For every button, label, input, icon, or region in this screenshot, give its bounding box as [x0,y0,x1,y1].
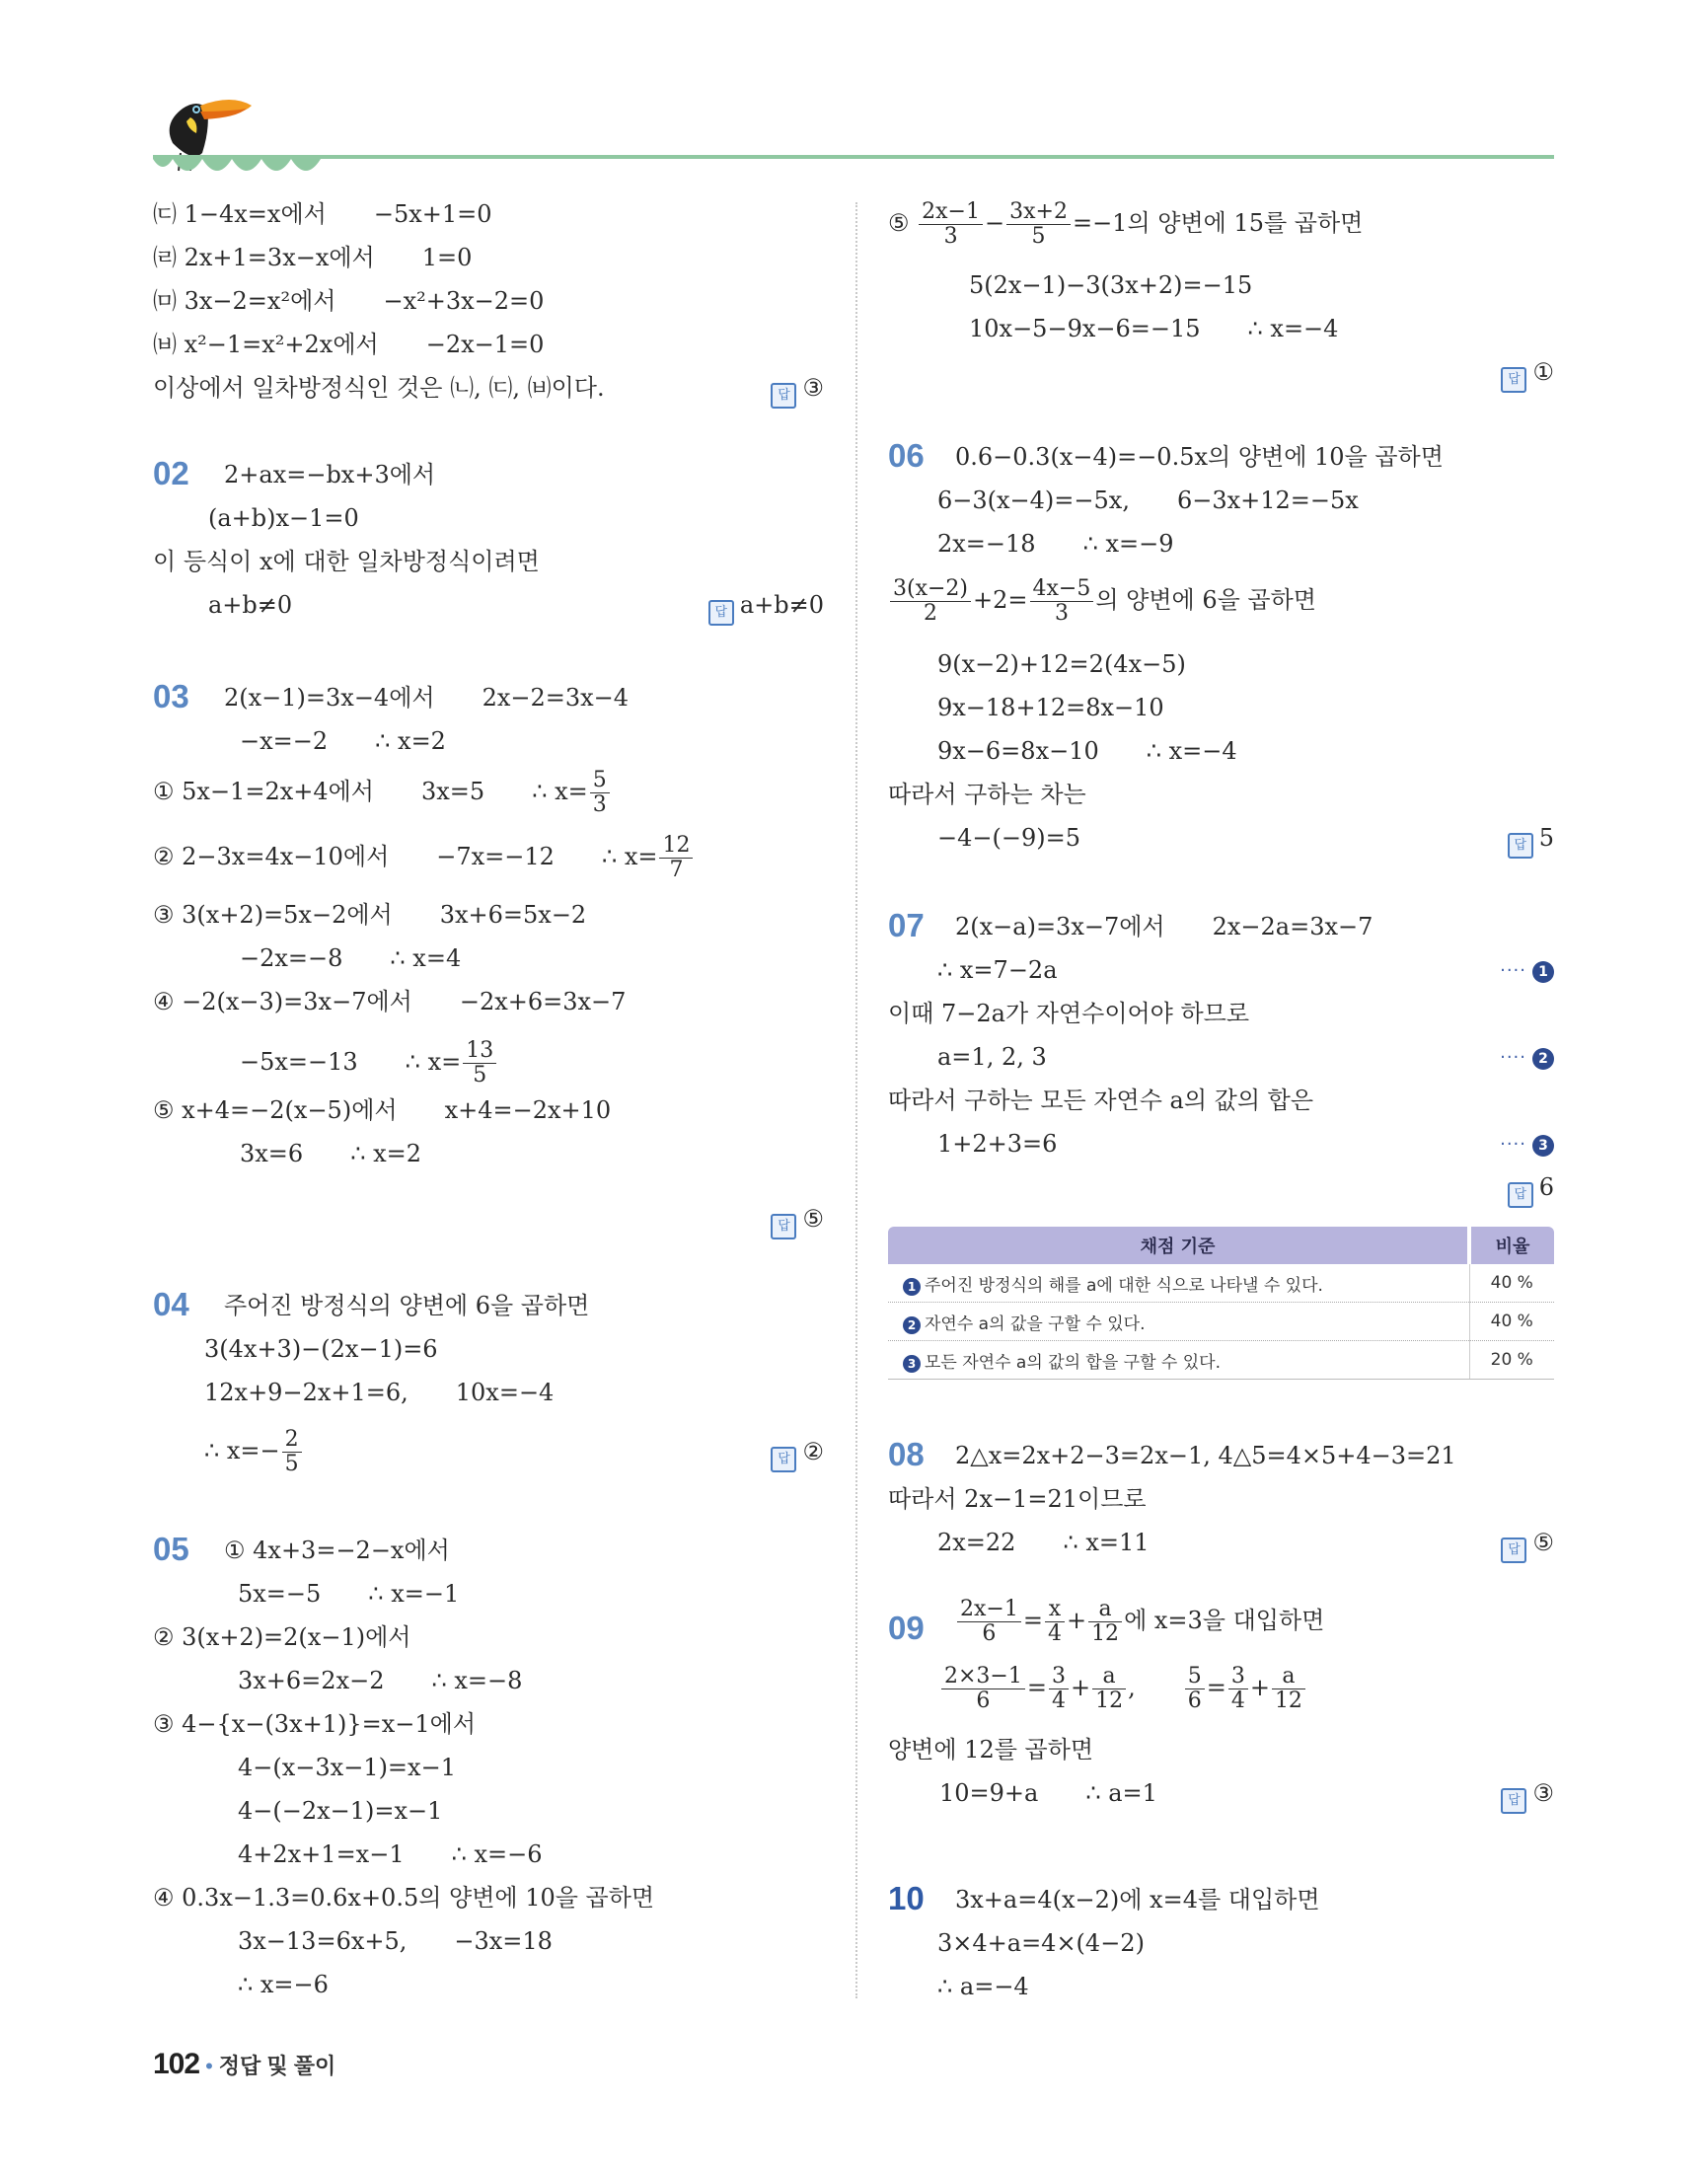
step: ㈅ x²−1=x²+2x에서 [153,331,379,358]
answer-mark-icon: 답 [1501,1538,1526,1563]
step: 9(x−2)+12=2(4x−5) [937,650,1186,678]
step: ㈃ 2x+1=3x−x에서 [153,244,375,271]
step: 4−(x−3x−1)=x−1 [238,1754,456,1781]
step: 2(x−1)=3x−4에서 [224,684,435,712]
step: 12x+9−2x+1=6, [204,1379,408,1406]
step: ④ −2(x−3)=3x−7에서 [153,988,412,1015]
step: ∴ x=−9 [1082,530,1174,558]
answer-mark-icon: 답 [771,1214,796,1239]
fraction: $\frac{a}{12}$ [1088,1598,1122,1646]
footer-title: 정답 및 풀이 [218,2054,336,2078]
step: 3x+6=5x−2 [439,901,587,929]
step: 따라서 구하는 차는 [888,781,1086,808]
answer-mark-icon: 답 [771,1447,796,1472]
step: ∴ x=−4 [1146,737,1237,765]
step: 10x=−4 [455,1379,555,1406]
answer: 답 ③ [771,372,824,409]
bullet-icon: • [205,2054,213,2078]
fraction: $\frac{5}{6}$ [1185,1665,1205,1713]
step: −7x=−12 [436,843,555,870]
step: ⑤ x+4=−2(x−5)에서 [153,1096,398,1124]
problem-number: 02 [153,455,189,491]
fraction: $\frac{x}{4}$ [1045,1598,1065,1646]
step: x+4=−2x+10 [444,1096,612,1124]
step: ∴ x=7−2a [937,956,1058,984]
step: 0.6−0.3(x−4)=−0.5x의 양변에 10을 곱하면 [955,443,1444,471]
step: ∴ x=2 [375,727,446,755]
problem-number: 06 [888,437,925,474]
problem-number: 09 [888,1610,925,1646]
step: a=1, 2, 3 [937,1043,1047,1071]
problem-number: 10 [888,1880,925,1916]
step: 9x−18+12=8x−10 [937,694,1164,721]
step-marker: ···· 1 [1500,960,1554,983]
step: 10x−5−9x−6=−15 [969,315,1201,342]
problem-number: 05 [153,1531,189,1567]
step: ∴ a=1 [1085,1779,1157,1807]
step: 이 등식이 x에 대한 일차방정식이려면 [153,548,540,575]
step: ∴ x=11 [1063,1529,1150,1556]
step: 3x+6=2x−2 [238,1667,385,1694]
answer: 답 ③ [1501,1777,1554,1814]
step: 양변에 12를 곱하면 [888,1736,1094,1763]
step-marker: ···· 2 [1500,1047,1554,1070]
step: 이때 7−2a가 자연수이어야 하므로 [888,1000,1250,1027]
scoring-header-ratio: 비율 [1469,1227,1554,1264]
step: 1=0 [421,244,473,271]
fraction: $\frac{3}{4}$ [1228,1665,1248,1713]
step: 따라서 구하는 모든 자연수 a의 값의 합은 [888,1087,1314,1114]
answer: 답 5 [1508,822,1554,859]
step: ① 5x−1=2x+4에서 [153,778,374,805]
header-wave-decoration [153,155,321,185]
page-footer [153,2048,335,2081]
step: ㈂ 1−4x=x에서 [153,200,327,228]
header-rule [153,155,1554,159]
step: 3x+a=4(x−2)에 x=4를 대입하면 [955,1886,1320,1913]
fraction: $\frac{12}{7}$ [659,834,693,882]
step: 따라서 2x−1=21이므로 [888,1485,1147,1513]
answer-mark-icon: 답 [1508,1182,1533,1208]
step: 2x−2=3x−4 [482,684,630,712]
answer-mark-icon: 답 [1508,833,1533,859]
fraction: $\frac{2}{5}$ [282,1428,302,1476]
step: 10=9+a [939,1779,1039,1807]
fraction: $\frac{2x-1}{6}$ [957,1598,1021,1646]
problem-number: 08 [888,1436,925,1472]
answer-mark-icon: 답 [771,383,796,409]
step: −2x+6=3x−7 [459,988,627,1015]
step: ③ 3(x+2)=5x−2에서 [153,901,393,929]
answer-mark-icon: 답 [1501,367,1526,393]
fraction: $\frac{2x-1}{3}$ [919,200,983,249]
answer-mark-icon: 답 [708,600,734,626]
step: 3x=6 [240,1140,304,1167]
scoring-header-criteria: 채점 기준 [888,1227,1469,1264]
problem-number: 03 [153,678,189,714]
step: −5x+1=0 [373,200,492,228]
page-header [153,84,1554,183]
step: 2△x=2x+2−3=2x−1, 4△5=4×5+4−3=21 [955,1442,1456,1469]
step: 2(x−a)=3x−7에서 [955,913,1165,940]
step: 2x−2a=3x−7 [1212,913,1374,940]
step: ∴ x=− [204,1437,280,1464]
step: 2x=−18 [937,530,1036,558]
fraction: $\frac{3}{4}$ [1049,1665,1069,1713]
step: ③ 4−{x−(3x+1)}=x−1에서 [153,1710,477,1738]
step: 3x=5 [421,778,485,805]
step: −2x−1=0 [425,331,545,358]
page-number: 102 [153,2048,200,2080]
step: −3x=18 [454,1927,553,1955]
step: ㈄ 3x−2=x²에서 [153,287,336,315]
step: 2+ax=−bx+3에서 [224,461,436,488]
answer: 답 ⑤ [1501,1527,1554,1563]
answer: 답 a+b≠0 [708,589,824,626]
answer: 답 ② [771,1436,824,1472]
step: −x²+3x−2=0 [383,287,545,315]
step: ∴ x=−6 [238,1971,329,1998]
answer: 답 ⑤ [771,1203,824,1239]
step: a+b≠0 [208,591,293,619]
step: ∴ x=−6 [451,1840,543,1868]
scoring-table [888,1227,1554,1380]
step: −4−(−9)=5 [937,824,1080,852]
step: ∴ x=−4 [1247,315,1339,342]
fraction: $\frac{3x+2}{5}$ [1006,200,1071,249]
step: ① 4x+3=−2−x에서 [224,1537,450,1564]
step: 3x−13=6x+5, [238,1927,408,1955]
problem-number: 04 [153,1286,189,1322]
step: 3(4x+3)−(2x−1)=6 [204,1335,438,1363]
step: 6−3(x−4)=−5x, [937,487,1130,514]
step: 4−(−2x−1)=x−1 [238,1797,443,1825]
problem-number: 07 [888,907,925,943]
fraction: $\frac{a}{12}$ [1092,1665,1126,1713]
conclusion: 이상에서 일차방정식인 것은 ㈁, ㈂, ㈅이다. [153,374,605,402]
step: ② 3(x+2)=2(x−1)에서 [153,1623,411,1651]
answer: 답 ① [1501,356,1554,393]
step: 주어진 방정식의 양변에 6을 곱하면 [224,1292,590,1319]
fraction: $\frac{3(x-2)}{2}$ [890,577,971,626]
step: ∴ x=−8 [431,1667,523,1694]
step: 5(2x−1)−3(3x+2)=−15 [969,271,1253,299]
step: 3×4+a=4×(4−2) [937,1929,1145,1957]
step: 6−3x+12=−5x [1176,487,1359,514]
step: 1+2+3=6 [937,1130,1058,1158]
table-row: 1 주어진 방정식의 해를 a에 대한 식으로 나타낼 수 있다. 40 % [888,1264,1554,1303]
step-marker: ···· 3 [1500,1134,1554,1157]
fraction: $\frac{2\times 3-1}{6}$ [941,1665,1025,1713]
step: −5x=−13 [240,1048,358,1076]
step: ∴ x=2 [350,1140,421,1167]
step: −x=−2 [240,727,329,755]
step: 4+2x+1=x−1 [238,1840,405,1868]
answer-mark-icon: 답 [1501,1788,1526,1814]
step: −2x=−8 [240,944,343,972]
answer: 답 6 [1508,1171,1554,1208]
fraction: $\frac{5}{3}$ [590,769,610,817]
step: 2x=22 [937,1529,1016,1556]
step: ∴ x=4 [390,944,462,972]
step: ∴ a=−4 [937,1973,1029,2000]
table-row: 3 모든 자연수 a의 값의 합을 구할 수 있다. 20 % [888,1341,1554,1380]
step: ④ 0.3x−1.3=0.6x+0.5의 양변에 10을 곱하면 [153,1884,655,1912]
fraction: $\frac{4x-5}{3}$ [1030,577,1094,626]
step: ② 2−3x=4x−10에서 [153,843,390,870]
step: ∴ x=−1 [368,1580,460,1608]
fraction: $\frac{13}{5}$ [463,1039,496,1088]
step: 9x−6=8x−10 [937,737,1099,765]
step: (a+b)x−1=0 [208,504,359,532]
step: 5x=−5 [238,1580,322,1608]
fraction: $\frac{a}{12}$ [1272,1665,1305,1713]
column-divider [855,202,857,1998]
table-row: 2 자연수 a의 값을 구할 수 있다. 40 % [888,1303,1554,1341]
